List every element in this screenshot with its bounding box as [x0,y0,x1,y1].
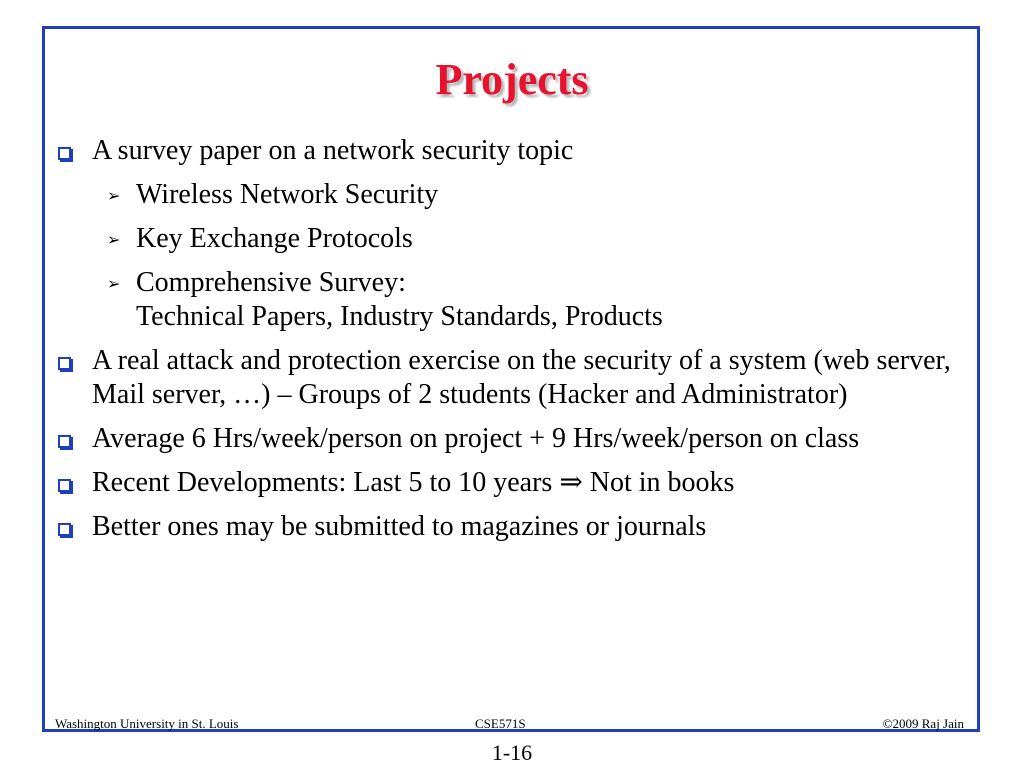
sub-bullet-text: Wireless Network Security [136,179,439,210]
bullet-text: Better ones may be submitted to magazines or journals [92,511,707,542]
sub-bullet-item [56,266,976,334]
square-bullet-icon [58,357,71,370]
arrow-bullet-icon: ➢ [107,276,121,293]
square-bullet-icon [58,147,71,160]
page-number: 1-16 [491,740,533,765]
sub-bullet-text-continuation: Technical Papers, Industry Standards, Products [136,301,663,332]
bullet-text: A survey paper on a network security topic [92,135,574,166]
square-bullet-icon [58,435,71,448]
bullet-item [56,466,976,500]
sub-bullet-item [56,222,976,256]
sub-bullet-text: Key Exchange Protocols [136,223,413,254]
arrow-bullet-icon: ➢ [107,188,121,205]
bullet-item [56,422,976,456]
square-bullet-icon [58,523,71,536]
bullet-item [56,510,976,544]
bullet-item [56,134,976,168]
footer-course: CSE571S [475,716,526,731]
sub-bullet-text: Comprehensive Survey: [136,267,406,298]
square-bullet-icon [58,479,71,492]
slide-title: Projects [435,55,589,104]
bullet-text: Average 6 Hrs/week/person on project + 9 Hrs/week/person on class [92,423,860,454]
bullet-list [56,134,976,554]
footer-copyright: ©2009 Raj Jain [882,716,964,731]
arrow-bullet-icon: ➢ [107,232,121,249]
footer-institution: Washington University in St. Louis [55,716,239,731]
bullet-item [56,344,976,412]
sub-bullet-item [56,178,976,212]
bullet-text: Recent Developments: Last 5 to 10 years ⇒ Not in books [92,467,735,498]
bullet-text: A real attack and protection exercise on the security of a system (web server, Mail server, …) – Groups of 2 students (Hacker and Administrator) [92,345,951,410]
